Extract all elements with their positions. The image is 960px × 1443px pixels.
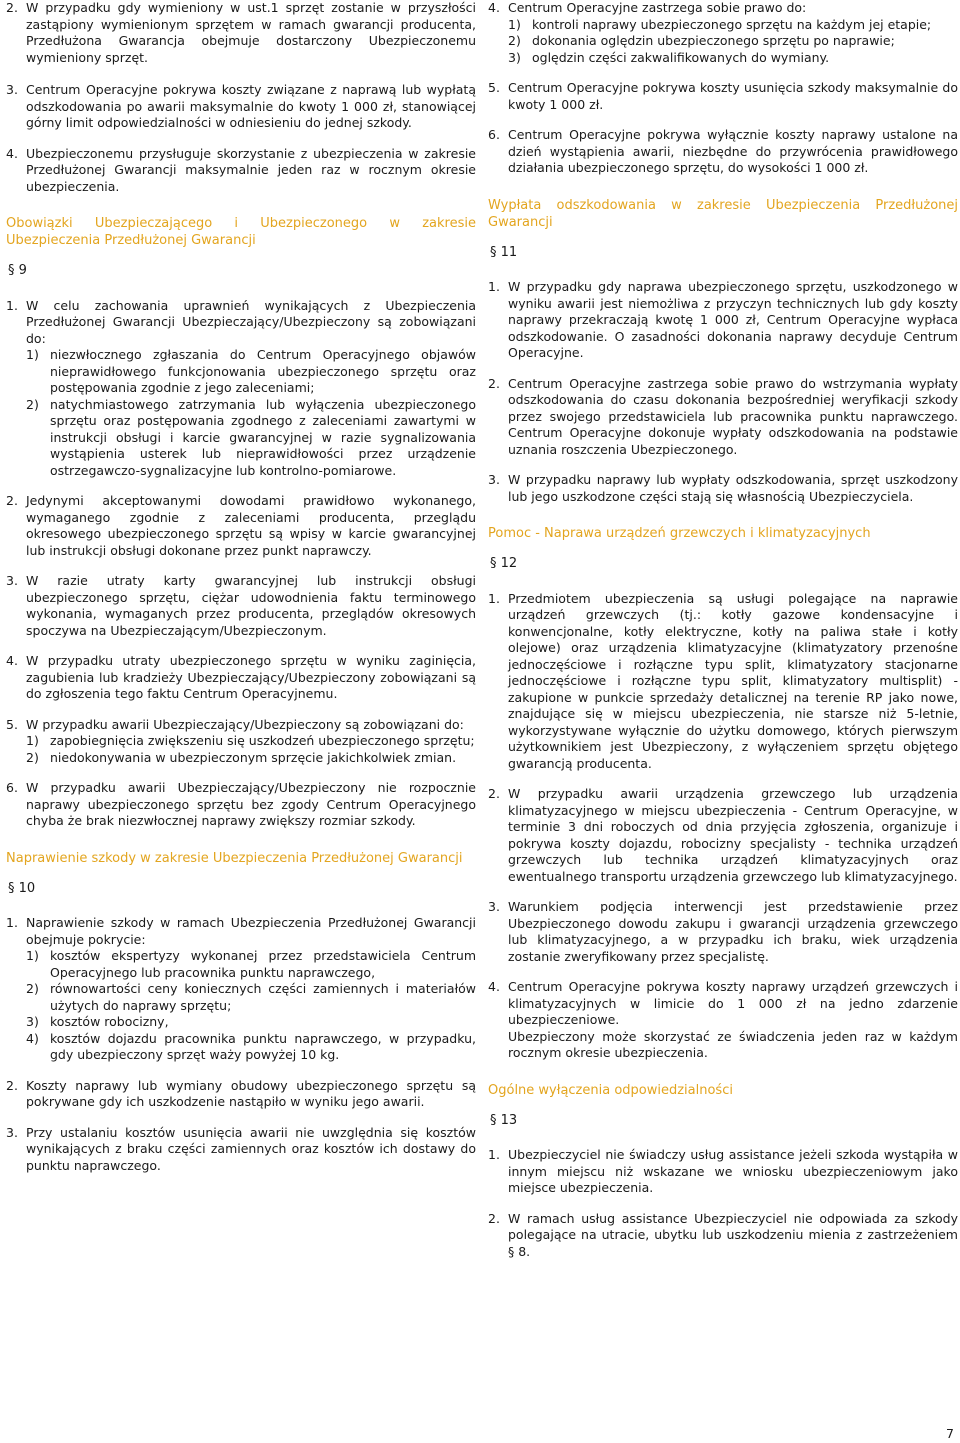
clause-text: Jedynymi akceptowanymi dowodami prawidłowo wykonanego, wymaganego zgodnie z zaleceniami producenta, przeglądu okresowego ubezpieczonego sprzętu są wpisy w karcie gwarancyjnej lub instrukcji obsługi dokonane przez punkt naprawczy.	[26, 493, 476, 558]
clause-item	[6, 298, 476, 480]
clause-text: W celu zachowania uprawnień wynikających z Ubezpieczenia Przedłużonej Gwarancji Ubezpieczający/Ubezpieczony są zobowiązani do:	[26, 297, 476, 346]
sub-item	[508, 33, 958, 50]
sub-item	[26, 948, 476, 981]
sub-text: kosztów dojazdu pracownika punktu naprawczego, w przypadku, gdy ubezpieczony sprzęt waży powyżej 10 kg.	[50, 1030, 476, 1062]
paragraph-number: § 10	[8, 880, 36, 896]
sub-item	[26, 981, 476, 1014]
clause-text: W przypadku utraty ubezpieczonego sprzętu w wyniku zaginięcia, zagubienia lub kradzieży Ubezpieczający/Ubezpieczony zobowiązani są do zgłoszenia tego faktu Centrum Operacyjnemu.	[26, 653, 476, 701]
clause-item	[488, 80, 958, 113]
clause-item	[6, 0, 476, 66]
clause-item	[488, 376, 958, 459]
sub-item	[26, 1031, 476, 1064]
section-heading: Pomoc - Naprawa urządzeń grzewczych i klimatyzacyjnych	[488, 526, 871, 541]
clause-item	[6, 915, 476, 1064]
clause-number: 2.	[488, 786, 500, 801]
sub-number: 1)	[26, 347, 39, 362]
clause-number: 4.	[6, 653, 18, 668]
clause-number: 2.	[6, 493, 18, 508]
section-heading: Wypłata odszkodowania w zakresie Ubezpieczenia Przedłużonej Gwarancji	[488, 197, 958, 230]
clause-text: Ubezpieczonemu przysługuje skorzystanie z ubezpieczenia w zakresie Przedłużonej Gwarancji maksymalnie jeden raz w rocznym okresie ubezpieczenia.	[26, 145, 476, 194]
sub-number: 3)	[26, 1014, 39, 1029]
left-column	[6, 0, 476, 1188]
clause-number: 4.	[488, 0, 500, 15]
clause-text: Centrum Operacyjne pokrywa koszty usunięcia szkody maksymalnie do kwoty 1 000 zł.	[508, 80, 958, 112]
sub-text: dokonania oględzin ubezpieczonego sprzętu po naprawie;	[532, 33, 895, 48]
sub-text: kosztów robocizny,	[50, 1014, 169, 1029]
sub-number: 1)	[508, 16, 521, 32]
sub-item	[508, 17, 958, 34]
clause-text: Przedmiotem ubezpieczenia są usługi polegające na naprawie urządzeń grzewczych (tj.: kotły gazowe kondensacyjne i konwencjonalne, kotły elektryczne, kotły na paliwa stałe i kotły olejowe) oraz urządzenia klimatyzacyjne (klimatyzatory przenośne jednoczęściowe i rozłączne typu split, klimatyzatory stacjonarne jednoczęściowe i rozłączne typu split, klimatyzatory multisplit) - zakupione w punkcie sprzedaży detalicznej na terenie RP jako nowe, znajdujące się w miejscu ubezpieczenia, nie starsze niż 5-letnie, wykorzystywane wyłącznie do użytku domowego, których pierwszym użytkownikiem jest Ubezpieczony, z wyłączeniem sprzętu objętego gwarancją producenta.	[508, 590, 958, 771]
clause-text: W przypadku naprawy lub wypłaty odszkodowania, sprzęt uszkodzony lub jego uszkodzone części stają się własnością Ubezpieczyciela.	[508, 472, 958, 504]
clause-number: 4.	[6, 145, 18, 161]
clause-text: W przypadku awarii urządzenia grzewczego lub urządzenia klimatyzacyjnego w miejscu ubezpieczenia - Centrum Operacyjne, w terminie 3 dni roboczych od dnia przyjęcia zgłoszenia, organizuje i pokrywa koszty dojazdu, robocizny specjalisty - technika urządzeń grzewczych lub technika urządzeń klimatyzacyjnych oraz ewentualnego transportu urządzenia grzewczego lub klimatyzacyjnego.	[508, 786, 958, 884]
section-heading: Obowiązki Ubezpieczającego i Ubezpieczonego w zakresie Ubezpieczenia Przedłużonej Gwarancji	[6, 216, 476, 248]
clause-text: Przy ustalaniu kosztów usunięcia awarii nie uwzględnia się kosztów wynikających z braku części zamiennych oraz kosztów ich dostawy do punktu naprawczego.	[26, 1124, 476, 1173]
section-heading: Ogólne wyłączenia odpowiedzialności	[488, 1082, 733, 1098]
clause-text: Centrum Operacyjne pokrywa koszty związane z naprawą lub wypłatą odszkodowania po awarii maksymalnie do kwoty 1 000 zł, stanowiącej górny limit odpowiedzialności w odniesieniu do jednej szkody.	[26, 82, 476, 130]
clause-item	[6, 82, 476, 132]
clause-text: W ramach usług assistance Ubezpieczyciel nie odpowiada za szkody polegające na utracie, ubytku lub uszkodzeniu mienia z zastrzeżeniem § 8.	[508, 1210, 958, 1259]
clause-text: W razie utraty karty gwarancyjnej lub instrukcji obsługi ubezpieczonego sprzętu, ciężar udowodnienia faktu terminowego wykonania, wymaganych przez producenta, przeglądów okresowych spoczywa na Ubezpieczającym/Ubezpieczonym.	[26, 573, 476, 638]
sub-number: 2)	[508, 33, 521, 48]
clause-text: W przypadku gdy wymieniony w ust.1 sprzęt zostanie w przyszłości zastąpiony wymienionym sprzętem w ramach gwarancji producenta, Przedłużona Gwarancja obejmuje dostarczony Ubezpieczonemu wymieniony sprzęt.	[26, 0, 476, 65]
clause-number: 1.	[488, 1147, 500, 1162]
clause-text: Centrum Operacyjne pokrywa wyłącznie koszty naprawy ustalone na dzień wystąpienia awarii, niezbędne do przywrócenia prawidłowego działania ubezpieczonego sprzętu, do wysokości 1 000 zł.	[508, 127, 958, 175]
clause-item	[488, 279, 958, 362]
sub-text: zapobiegnięcia zwiększeniu się uszkodzeń ubezpieczonego sprzętu;	[50, 733, 475, 748]
clause-item	[6, 1125, 476, 1175]
clause-item	[488, 472, 958, 505]
clause-text: W przypadku awarii Ubezpieczający/Ubezpieczony nie rozpocznie naprawy ubezpieczonego sprzętu bez zgody Centrum Operacyjnego chyba że brak niezwłocznej naprawy zwiększy rozmiar szkody.	[26, 780, 476, 828]
clause-item	[6, 493, 476, 559]
clause-item	[488, 1147, 958, 1197]
clause-text: Naprawienie szkody w ramach Ubezpieczenia Przedłużonej Gwarancji obejmuje pokrycie:	[26, 915, 476, 947]
clause-number: 2.	[488, 375, 500, 391]
sub-text: kontroli naprawy ubezpieczonego sprzętu na każdym jej etapie;	[532, 16, 932, 32]
sub-text: niezwłocznego zgłaszania do Centrum Operacyjnego objawów nieprawidłowego funkcjonowania ubezpieczonego sprzętu oraz postępowania zgodnie z jego zaleceniami;	[50, 347, 476, 395]
clause-text: Koszty naprawy lub wymiany obudowy ubezpieczonego sprzętu są pokrywane gdy ich uszkodzenie nastąpiło w wyniku jego awarii.	[26, 1077, 476, 1109]
paragraph-number: § 12	[490, 556, 518, 571]
clause-number: 5.	[6, 716, 18, 732]
clause-item	[488, 591, 958, 773]
clause-number: 1.	[6, 915, 18, 930]
sub-number: 2)	[26, 749, 39, 765]
sub-text: niedokonywania w ubezpieczonym sprzęcie jakichkolwiek zmian.	[50, 749, 457, 765]
sub-item	[508, 50, 958, 67]
sub-text: równowartości ceny koniecznych części zamiennych i materiałów użytych do naprawy sprzętu;	[50, 981, 476, 1013]
clause-number: 1.	[488, 279, 500, 294]
sub-number: 1)	[26, 948, 39, 963]
paragraph-number: § 9	[8, 263, 27, 278]
clause-item	[488, 127, 958, 177]
clause-number: 3.	[488, 472, 500, 487]
clause-item	[488, 899, 958, 965]
clause-item	[488, 979, 958, 1062]
clause-text: Centrum Operacyjne zastrzega sobie prawo do wstrzymania wypłaty odszkodowania do czasu dokonania bezpośredniej weryfikacji szkody przez swojego przedstawiciela lub pracownika punktu naprawczego. Centrum Operacyjne dokonuje wypłaty odszkodowania na podstawie uznania roszczenia Ubezpieczonego.	[508, 375, 958, 457]
page-number: 7	[946, 1426, 954, 1441]
clause-text: Centrum Operacyjne pokrywa koszty naprawy urządzeń grzewczych i klimatyzacyjnych w limicie do 1 000 zł na jedno zdarzenie ubezpieczeniowe.	[508, 979, 958, 1027]
clause-item	[6, 1078, 476, 1111]
clause-number: 4.	[488, 979, 500, 994]
clause-text-continued: Ubezpieczony może skorzystać ze świadczenia jeden raz w każdym rocznym okresie ubezpieczenia.	[508, 1028, 958, 1060]
sub-text: oględzin części zakwalifikowanych do wymiany.	[532, 49, 830, 65]
clause-text: W przypadku gdy naprawa ubezpieczonego sprzętu, uszkodzonego w wyniku awarii jest niemożliwa z przyczyn technicznych lub gdy koszty naprawy przekraczają kwotę 1 000 zł, Centrum Operacyjne wypłaca odszkodowanie. O zasadności dokonania naprawy decyduje Centrum Operacyjne.	[508, 279, 958, 360]
clause-text: Centrum Operacyjne zastrzega sobie prawo do:	[508, 0, 807, 15]
clause-number: 2.	[6, 1077, 18, 1093]
clause-item	[488, 0, 958, 66]
clause-number: 5.	[488, 80, 500, 95]
paragraph-number: § 13	[490, 1112, 518, 1128]
clause-number: 3.	[6, 1124, 18, 1140]
clause-number: 2.	[6, 0, 18, 15]
sub-number: 2)	[26, 396, 39, 412]
clause-item	[6, 780, 476, 830]
clause-number: 6.	[6, 780, 18, 795]
sub-number: 3)	[508, 49, 521, 65]
clause-number: 3.	[6, 573, 18, 588]
sub-number: 4)	[26, 1030, 39, 1046]
clause-item	[6, 653, 476, 703]
clause-text: Warunkiem podjęcia interwencji jest przedstawienie przez Ubezpieczonego dowodu zakupu i gwarancji urządzenia grzewczego lub klimatyzacyjnego, a w przypadku ich braku, wiek urządzenia zostanie zweryfikowany przez specjalistę.	[508, 899, 958, 964]
sub-text: kosztów ekspertyzy wykonanej przez przedstawiciela Centrum Operacyjnego lub pracownika punktu naprawczego,	[50, 948, 476, 980]
section-heading: Naprawienie szkody w zakresie Ubezpieczenia Przedłużonej Gwarancji	[6, 850, 463, 866]
clause-number: 1.	[6, 297, 18, 313]
clause-number: 3.	[488, 899, 500, 914]
sub-item	[26, 733, 476, 750]
clause-text: Ubezpieczyciel nie świadczy usług assistance jeżeli szkoda wystąpiła w innym miejscu niż wskazane we wniosku ubezpieczeniowym jako miejsce ubezpieczenia.	[508, 1147, 958, 1195]
clause-number: 1.	[488, 590, 500, 606]
sub-number: 2)	[26, 981, 39, 996]
clause-item	[6, 717, 476, 767]
right-column	[488, 0, 958, 1274]
clause-item	[488, 786, 958, 885]
sub-item	[26, 750, 476, 767]
clause-number: 2.	[488, 1210, 500, 1226]
clause-number: 3.	[6, 82, 18, 97]
clause-item	[6, 573, 476, 639]
sub-item	[26, 397, 476, 480]
clause-text: W przypadku awarii Ubezpieczający/Ubezpieczony są zobowiązani do:	[26, 716, 464, 732]
clause-number: 6.	[488, 127, 500, 142]
sub-text: natychmiastowego zatrzymania lub wyłączenia ubezpieczonego sprzętu oraz postępowania zgodnego z zaleceniami zawartymi w instrukcji obsługi i karcie gwarancyjnej w razie sygnalizowania wystąpienia usterek lub nieprawidłowości przez urządzenie ostrzegawczo-sygnalizacyjne lub kontrolno-pomiarowe.	[50, 396, 476, 478]
clause-item	[488, 1211, 958, 1261]
clause-item	[6, 146, 476, 196]
sub-item	[26, 347, 476, 397]
sub-number: 1)	[26, 733, 39, 748]
sub-item	[26, 1014, 476, 1031]
paragraph-number: § 11	[490, 244, 518, 260]
